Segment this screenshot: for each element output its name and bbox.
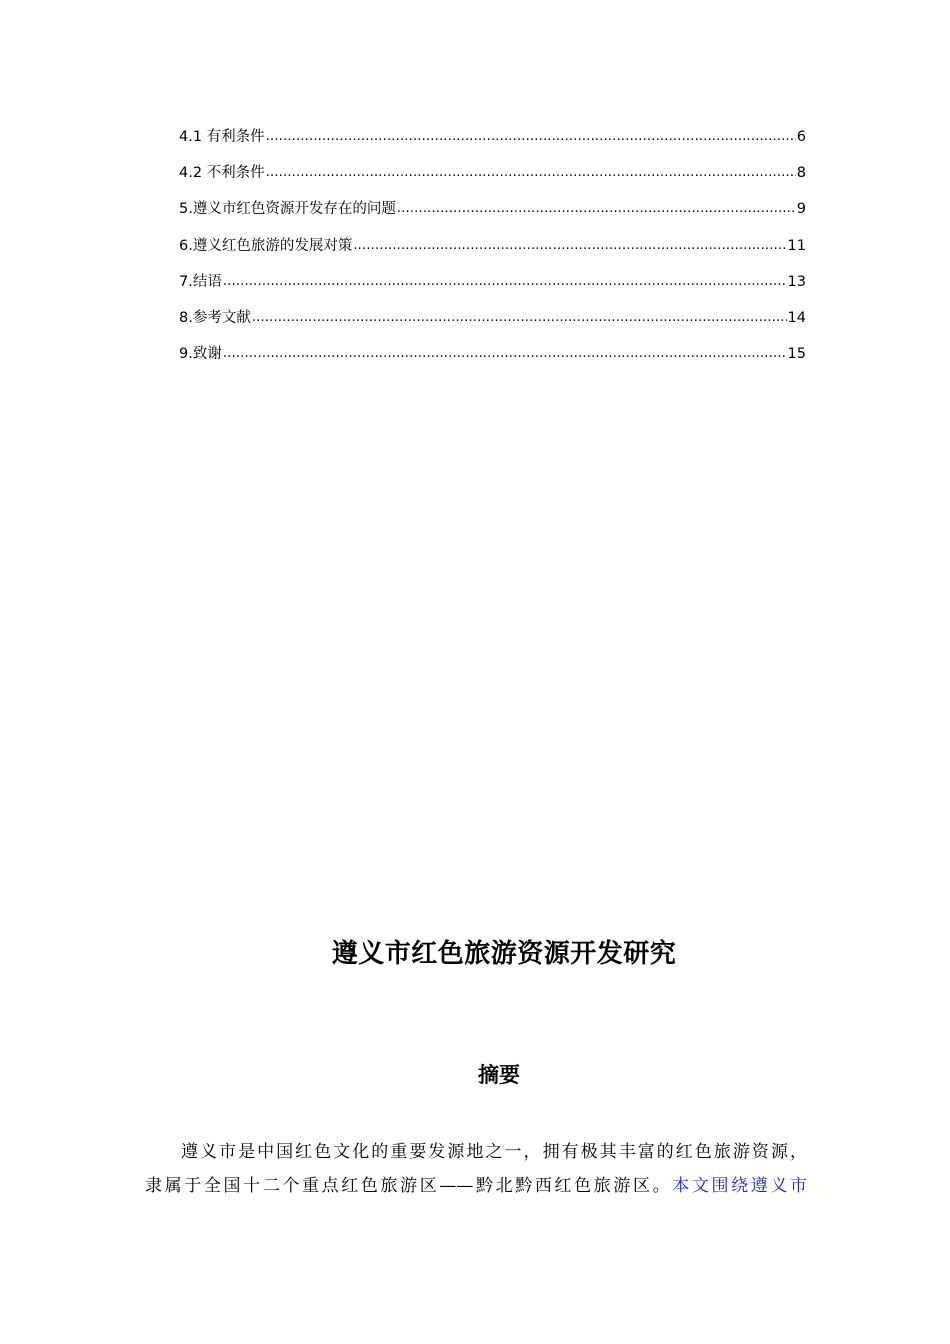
toc-leader-dots xyxy=(223,269,787,294)
abstract-line xyxy=(145,1169,807,1203)
toc-entry-label: 7.结语 xyxy=(179,273,222,290)
toc-entry[interactable] xyxy=(179,270,806,306)
toc-entry-page: 13 xyxy=(787,273,806,290)
abstract-highlighted-text: 本文围绕遵义市 xyxy=(672,1176,807,1196)
toc-entry[interactable] xyxy=(179,342,806,378)
abstract-paragraph xyxy=(145,1135,807,1203)
toc-leader-dots xyxy=(353,233,786,258)
document-title: 遵义市红色旅游资源开发研究 xyxy=(331,939,677,969)
toc-entry-label: 9.致谢 xyxy=(179,346,222,363)
toc-entry[interactable] xyxy=(179,234,806,270)
toc-entry[interactable] xyxy=(179,306,806,342)
toc-leader-dots xyxy=(252,305,787,330)
abstract-line: 遵义市是中国红色文化的重要发源地之一，拥有极其丰富的红色旅游资源， xyxy=(181,1142,807,1162)
toc-leader-dots xyxy=(266,160,796,185)
toc-entry[interactable] xyxy=(179,125,806,161)
toc-entry-label: 8.参考文献 xyxy=(179,309,251,326)
abstract-heading: 摘要 xyxy=(478,1063,520,1087)
toc-entry-page: 14 xyxy=(787,309,806,326)
toc-entry[interactable] xyxy=(179,197,806,233)
toc-entry-page: 11 xyxy=(787,237,806,254)
toc-entry-page: 6 xyxy=(796,129,806,145)
toc-entry-label: 4.2 不利条件 xyxy=(179,165,265,182)
toc-entry-label: 5.遵义市红色资源开发存在的问题 xyxy=(179,201,396,218)
toc-entry[interactable] xyxy=(179,161,806,197)
table-of-contents xyxy=(179,125,806,378)
toc-entry-page: 9 xyxy=(796,201,806,218)
toc-leader-dots xyxy=(397,196,796,221)
toc-leader-dots xyxy=(223,341,787,366)
toc-entry-label: 6.遵义红色旅游的发展对策 xyxy=(179,237,353,254)
toc-entry-label: 4.1 有利条件 xyxy=(179,129,265,145)
toc-entry-page: 8 xyxy=(796,165,806,182)
toc-entry-page: 15 xyxy=(787,346,806,363)
toc-leader-dots xyxy=(266,124,796,149)
abstract-text: 隶属于全国十二个重点红色旅游区——黔北黔西红色旅游区。 xyxy=(145,1176,673,1196)
